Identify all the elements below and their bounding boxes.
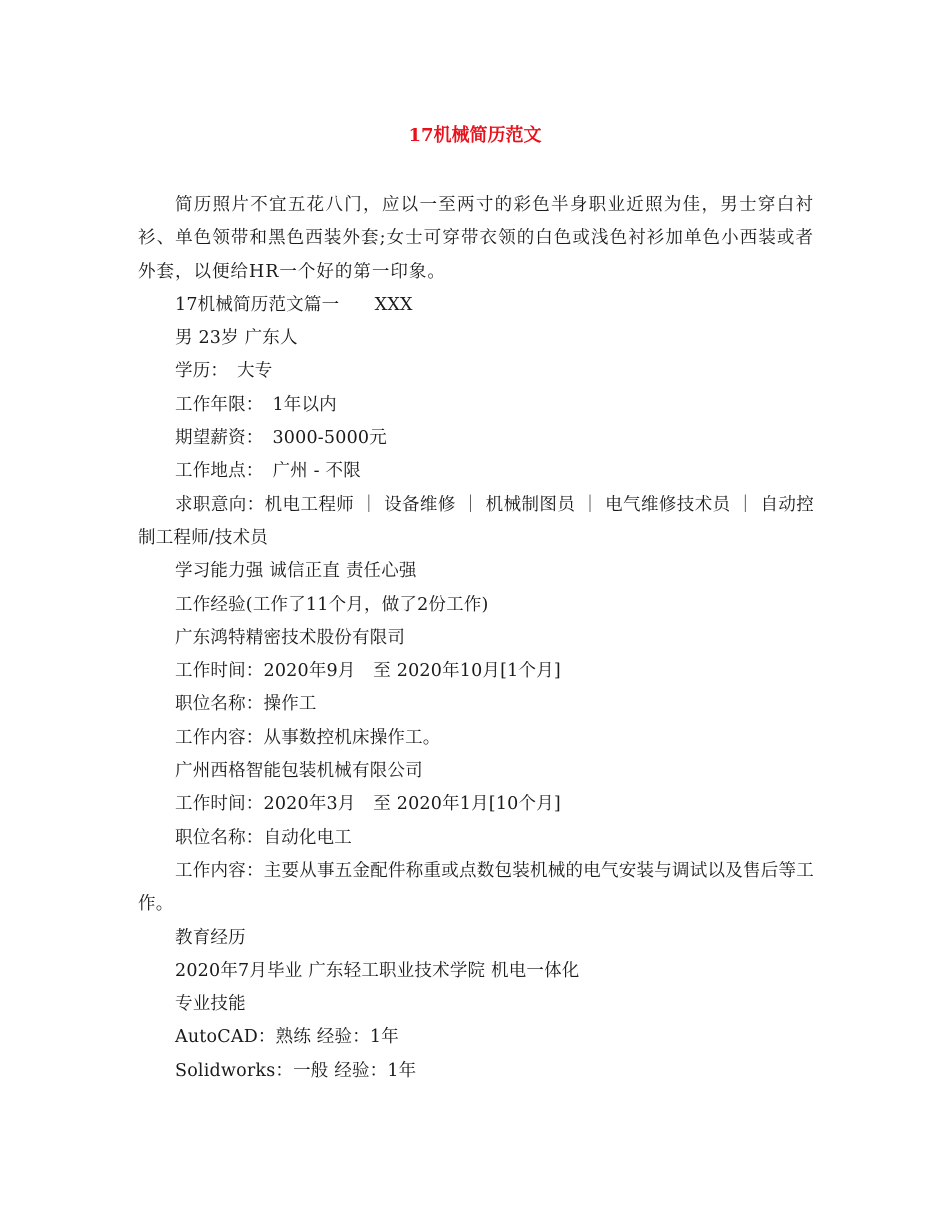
intro-paragraph: 简历照片不宜五花八门，应以一至两寸的彩色半身职业近照为佳，男士穿白衬衫、单色领带和黑色西装外套;女士可穿带衣领的白色或浅色衬衫加单色小西装或者外套，以便给HR一个好的第一印象。 [138, 195, 814, 282]
work-years: 工作年限： 1年以内 [175, 394, 337, 415]
resume-heading: 17机械简历范文篇一 XXX [175, 294, 413, 315]
company-1-duties: 工作内容：从事数控机床操作工。 [175, 727, 441, 748]
education-entry: 2020年7月毕业 广东轻工职业技术学院 机电一体化 [175, 960, 580, 981]
company-1-period: 工作时间：2020年9月 至 2020年10月[1个月] [175, 661, 561, 682]
work-location: 工作地点： 广州 - 不限 [175, 461, 361, 482]
company-2-position: 职位名称：自动化电工 [175, 827, 352, 848]
job-intention: 求职意向：机电工程师 ｜ 设备维修 ｜ 机械制图员 ｜ 电气维修技术员 ｜ 自动控制工程师/技术员 [138, 494, 814, 548]
skill-solidworks: Solidworks：一般 经验：1年 [175, 1060, 417, 1081]
company-2-period: 工作时间：2020年3月 至 2020年1月[10个月] [175, 794, 561, 815]
document-title: 17机械简历范文 [408, 125, 542, 146]
skill-autocad: AutoCAD：熟练 经验：1年 [175, 1027, 399, 1048]
work-experience-heading: 工作经验(工作了11个月，做了2份工作) [175, 594, 489, 615]
company-2: 广州西格智能包装机械有限公司 [175, 761, 423, 782]
expected-salary: 期望薪资： 3000-5000元 [175, 428, 387, 449]
education-heading: 教育经历 [175, 927, 246, 948]
personal-traits: 学习能力强 诚信正直 责任心强 [175, 561, 417, 582]
company-1-position: 职位名称：操作工 [175, 694, 317, 715]
personal-info: 男 23岁 广东人 [175, 328, 298, 349]
company-1: 广东鸿特精密技术股份有限司 [175, 627, 406, 648]
skills-heading: 专业技能 [175, 994, 246, 1015]
education-level: 学历： 大专 [175, 361, 273, 382]
company-2-duties: 工作内容：主要从事五金配件称重或点数包装机械的电气安装与调试以及售后等工作。 [138, 860, 814, 915]
document-body [138, 189, 814, 1088]
